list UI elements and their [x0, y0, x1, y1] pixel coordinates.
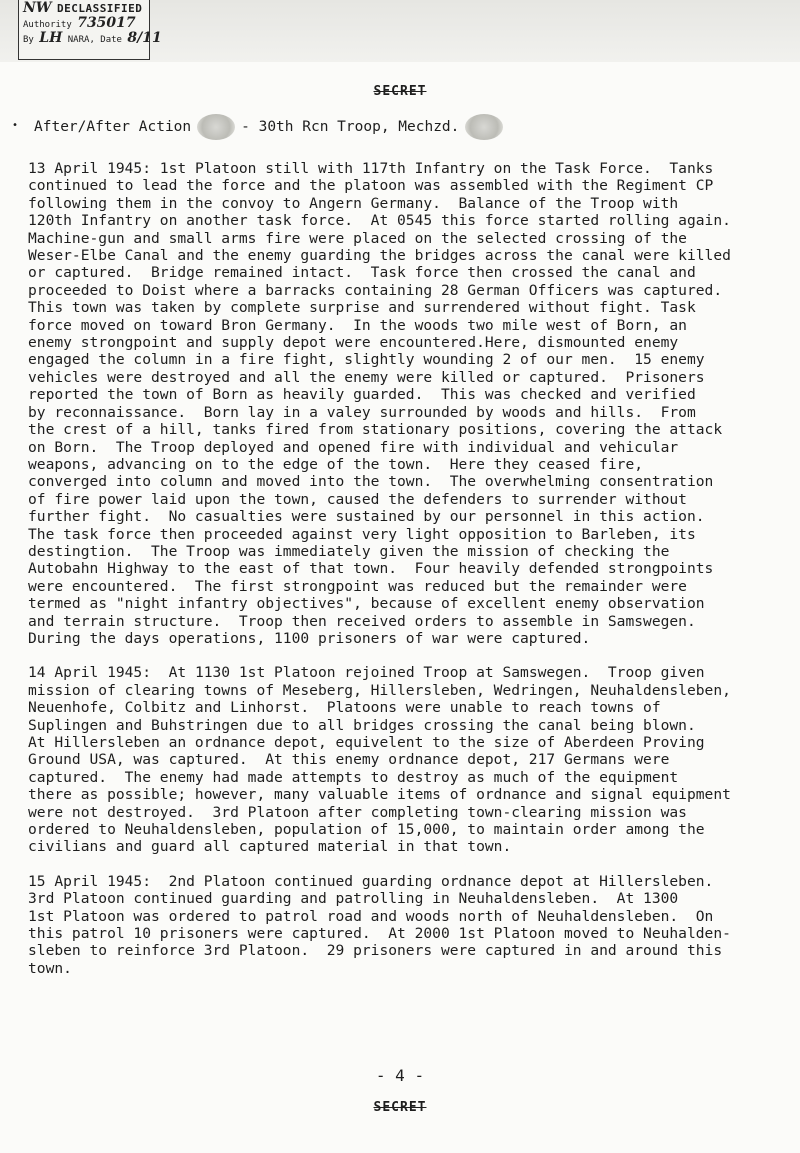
page-number: - 4 - [375, 1066, 425, 1085]
classification-label: SECRET [373, 84, 427, 99]
stamp-nara-value: 8/11 [127, 30, 162, 46]
stamp-authority-value: 735017 [77, 15, 136, 31]
stamp-by-label: By [23, 35, 34, 45]
subject-right: - 30th Rcn Troop, Mechzd. [241, 119, 460, 135]
stamp-authority-label: Authority [23, 20, 72, 30]
stamp-prefix: NW [23, 0, 52, 16]
redaction-mark [465, 114, 503, 140]
margin-mark: • [12, 120, 19, 131]
stamp-declassified: DECLASSIFIED [56, 2, 143, 15]
subject-left: After/After Action [34, 119, 192, 135]
stamp-by-value: LH [39, 30, 63, 46]
declassification-stamp [18, 0, 162, 60]
entry-14-april [28, 664, 778, 855]
entry-text: 2nd Platoon continued guarding ordnance depot at Hillersleben. 3rd Platoon continued guarding and patrolling in Neuhaldensleben. At 1300 1st Platoon was ordered to patrol road and woods north of Neuhaldensleben. On this patrol 10 prisoners were captured. At 2000 1st Platoon moved to Neuhalden- sleben to reinforce 3rd Platoon. 29 prisoners were captured in and around this town. [28, 872, 731, 977]
entry-date: 15 April 1945: [28, 872, 152, 890]
subject-line [34, 114, 503, 140]
stamp-nara-label: NARA, Date [67, 35, 122, 45]
classification-footer [0, 1100, 800, 1115]
entry-13-april [28, 160, 778, 647]
entry-text: At 1130 1st Platoon rejoined Troop at Samswegen. Troop given mission of clearing towns of Meseberg, Hillersleben, Wedringen, Neuhaldensleben, Neuenhofe, Colbitz and Linhorst. Platoons were unable to reach towns of Suplingen and Buhstringen due to all bridges crossing the canal being blown. At Hillersleben an ordnance depot, equivelent to the size of Aberdeen Proving Ground USA, was captured. At this enemy ordnance depot, 217 Germans were captured. The enemy had made attempts to destroy as much of the equipment there as possible; however, many valuable items of ordnance and signal equipment were not destroyed. 3rd Platoon after completing town-clearing mission was ordered to Neuhaldensleben, population of 15,000, to maintain order among the civilians and guard all captured material in that town. [28, 664, 731, 856]
redaction-mark [197, 114, 235, 140]
footer-classification-label: SECRET [373, 1100, 427, 1115]
entry-date: 14 April 1945: [28, 664, 152, 682]
report-body [28, 160, 778, 994]
entry-date: 13 April 1945: [28, 160, 152, 177]
classification-header [0, 84, 800, 99]
entry-15-april [28, 873, 778, 977]
entry-text: 1st Platoon still with 117th Infantry on the Task Force. Tanks continued to lead the force and the platoon was assembled with the Regiment CP following them in the convoy to Angern Germany. Balance of the Troop with 120th Infantry on another task force. At 0545 this force started rolling again. Machine-gun and small arms fire were placed on the selected crossing of the Weser-Elbe Canal and the enemy guarding the bridges across the canal were killed or captured. Bridge remained intact. Task force then crossed the canal and proceeded to Doist where a barracks containing 28 German Officers was captured. This town was taken by complete surprise and surrendered without fight. Task force moved on toward Bron Germany. In the woods two mile west of Born, an enemy strongpoint and supply depot were encountered.Here, dismounted enemy engaged the column in a fire fight, slightly wounding 2 of our men. 15 enemy vehicles were destroyed and all the enemy were killed or captured. Prisoners reported the town of Born as heavily guarded. This was checked and verified by reconnaissance. Born lay in a valey surrounded by woods and hills. From the crest of a hill, tanks fired from stationary positions, covering the attack on Born. The Troop deployed and opened fire with individual and vehicular weapons, advancing on to the edge of the town. Here they ceased fire, converged into column and moved into the town. The overwhelming consentration of fire power laid upon the town, caused the defenders to surrender without further fight. No casualties were sustained by our personnel in this action. The task force then proceeded against very light opposition to Barleben, its destingtion. The Troop was immediately given the mission of checking the Autobahn Highway to the east of that town. Four heavily defended strongpoints were encountered. The first strongpoint was reduced but the remainder were termed as "night infantry objectives", because of excellent enemy observation and terrain structure. Troop then received orders to assemble in Samswegen. During the days operations, 1100 prisoners of war were captured. [28, 160, 731, 647]
